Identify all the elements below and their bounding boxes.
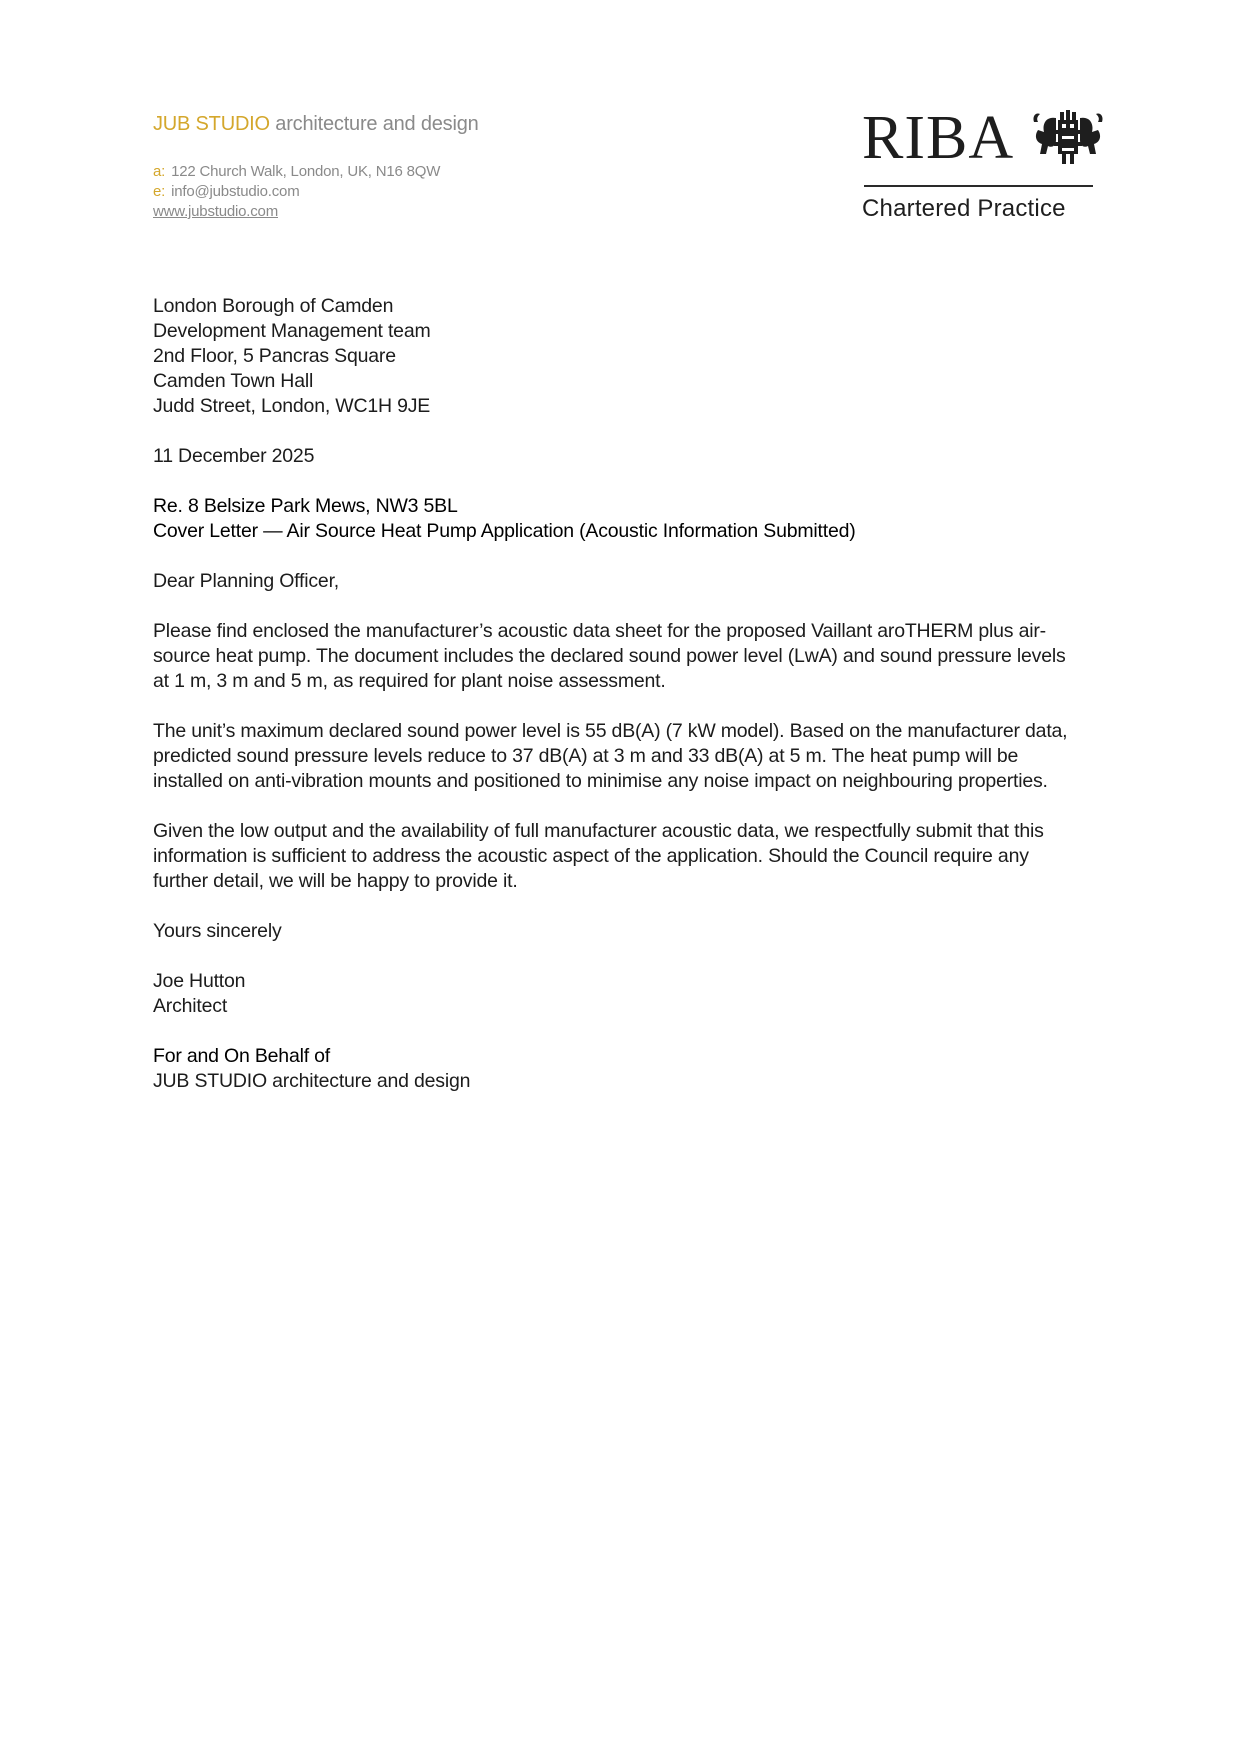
behalf-firm: JUB STUDIO architecture and design	[153, 1070, 471, 1092]
firm-name	[153, 112, 479, 136]
firm-descriptor: architecture and design	[275, 113, 479, 135]
paragraph: Please find enclosed the manufacturer’s acoustic data sheet for the proposed Vaillant aroTHERM plus air-source heat pump. The document includes the declared sound power level (LwA) and sound pressure levels at 1 m, 3 m and 5 m, as required for plant noise assessment.	[153, 620, 1066, 692]
letter-date: 11 December 2025	[153, 445, 315, 467]
letter-body	[153, 294, 1083, 1119]
subject-line-2: Cover Letter — Air Source Heat Pump Application (Acoustic Information Submitted)	[153, 520, 856, 542]
address-label: a:	[153, 163, 166, 180]
riba-divider	[864, 185, 1093, 187]
riba-wordmark: RIBA	[862, 104, 1015, 172]
on-behalf-of	[153, 1044, 1083, 1094]
signatory	[153, 969, 1083, 1019]
contact-details	[153, 162, 479, 222]
behalf-label: For and On Behalf of	[153, 1045, 331, 1067]
address-text: 122 Church Walk, London, UK, N16 8QW	[171, 163, 441, 180]
recipient-line: London Borough of Camden	[153, 295, 394, 317]
recipient-address	[153, 294, 1083, 419]
website-line	[153, 202, 479, 222]
paragraph: The unit’s maximum declared sound power level is 55 dB(A) (7 kW model). Based on the manufacturer data, predicted sound pressure levels reduce to 37 dB(A) at 3 m and 33 dB(A) at 5 m. The heat pump will be installed on anti-vibration mounts and positioned to minimise any noise impact on neighbouring properties.	[153, 720, 1068, 792]
email-line	[153, 182, 479, 202]
website-link[interactable]: www.jubstudio.com	[153, 203, 278, 220]
paragraph: Given the low output and the availability of full manufacturer acoustic data, we respectfully submit that this information is sufficient to address the acoustic aspect of the application. Should the Council require any further detail, we will be happy to provide it.	[153, 820, 1044, 892]
address-line	[153, 162, 479, 182]
recipient-line: 2nd Floor, 5 Pancras Square	[153, 345, 396, 367]
signatory-name: Joe Hutton	[153, 970, 246, 992]
signatory-title: Architect	[153, 995, 228, 1017]
letterhead	[153, 112, 479, 222]
recipient-line: Development Management team	[153, 320, 431, 342]
riba-lions-icon	[1032, 110, 1104, 166]
firm-brand: JUB STUDIO	[153, 113, 270, 135]
salutation: Dear Planning Officer,	[153, 570, 340, 592]
riba-subtitle: Chartered Practice	[862, 195, 1066, 222]
recipient-line: Camden Town Hall	[153, 370, 314, 392]
closing: Yours sincerely	[153, 920, 282, 942]
recipient-line: Judd Street, London, WC1H 9JE	[153, 395, 431, 417]
email-text: info@jubstudio.com	[171, 183, 300, 200]
subject	[153, 494, 1083, 544]
subject-line-1: Re. 8 Belsize Park Mews, NW3 5BL	[153, 495, 458, 517]
email-label: e:	[153, 183, 166, 200]
riba-logo	[862, 106, 1107, 226]
